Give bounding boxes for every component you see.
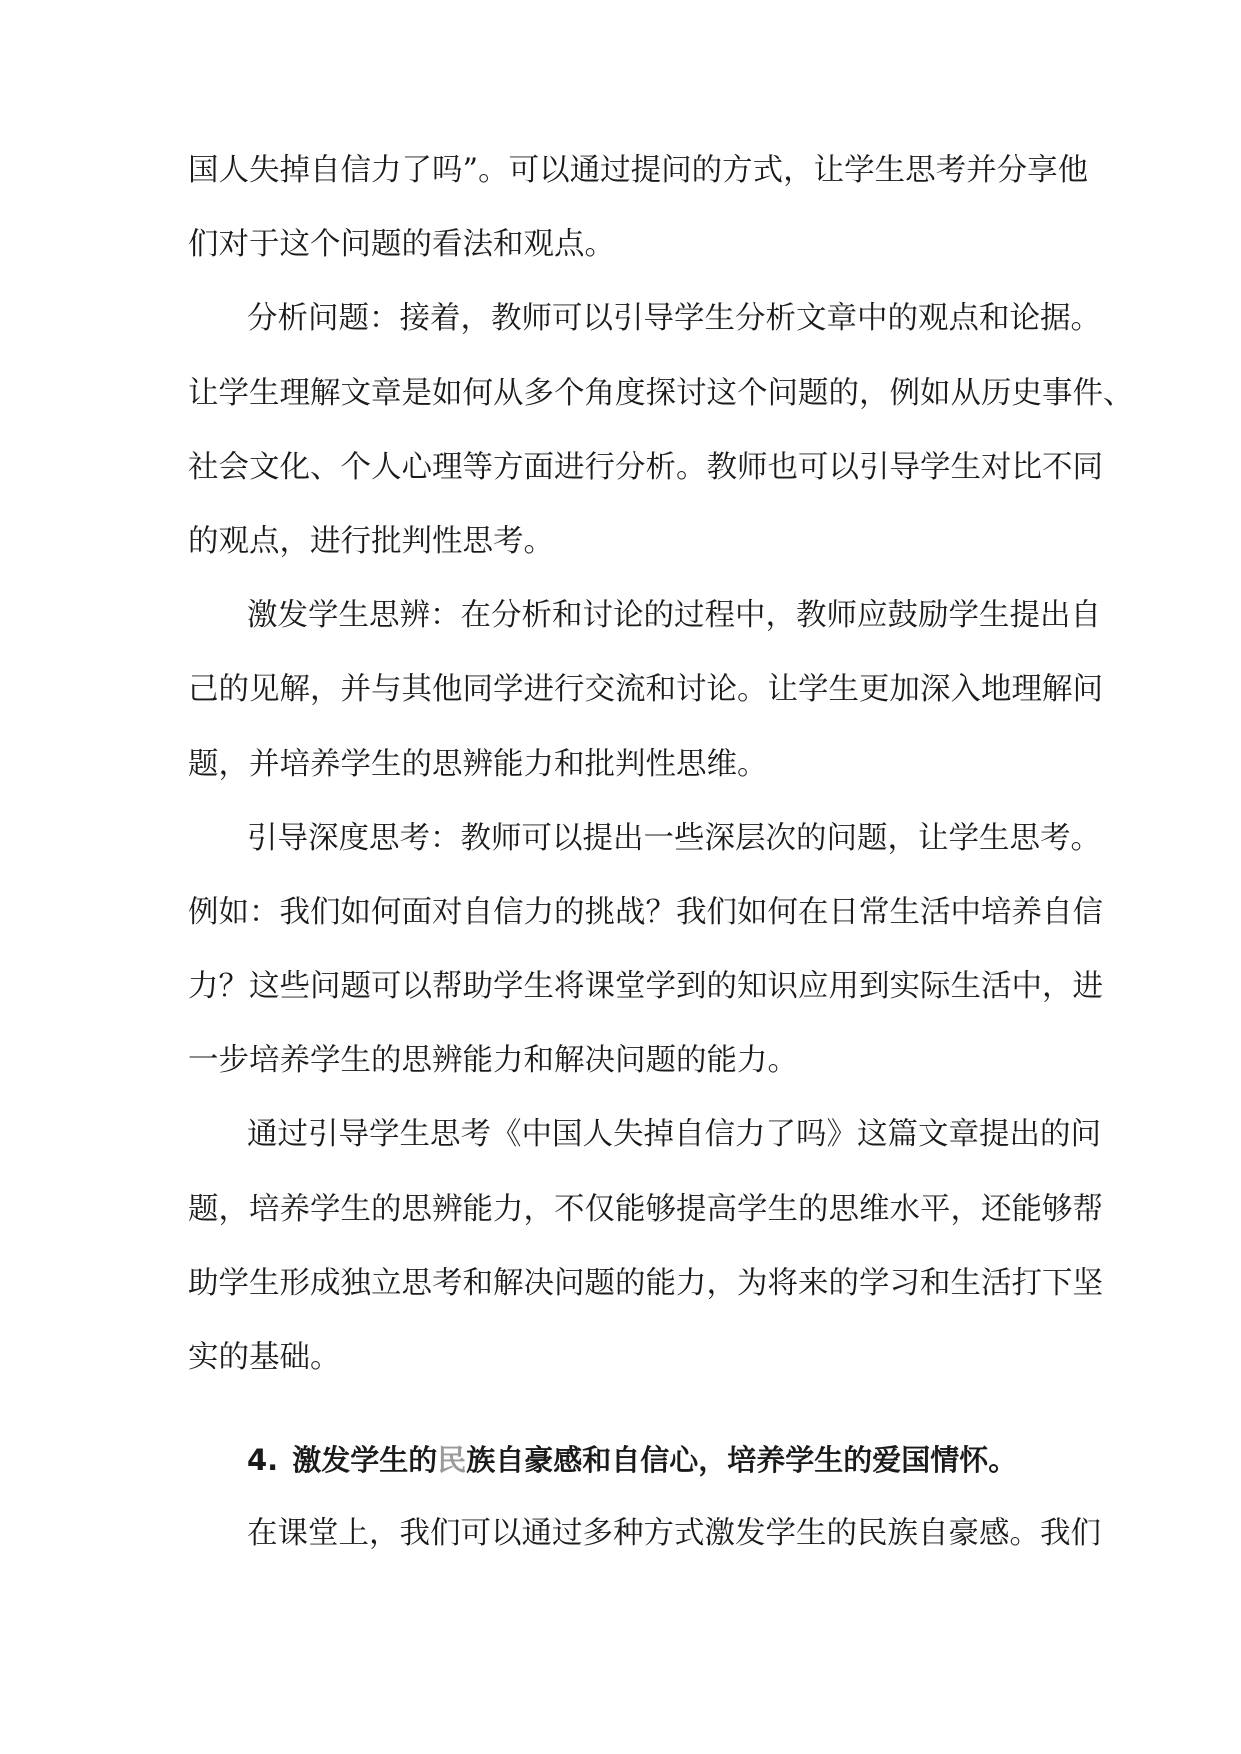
paragraph-line: 助学生形成独立思考和解决问题的能力，为将来的学习和生活打下坚 <box>188 1265 1103 1301</box>
heading-faded-char: 民 <box>437 1443 467 1478</box>
paragraph-line: 题，培养学生的思辨能力，不仅能够提高学生的思维水平，还能够帮 <box>188 1191 1103 1227</box>
section-number: 4. <box>247 1443 279 1478</box>
heading-text-start: 激发学生的 <box>292 1443 438 1478</box>
paragraph-line: 让学生理解文章是如何从多个角度探讨这个问题的，例如从历史事件、 <box>188 375 1134 411</box>
heading-text-end: 族自豪感和自信心，培养学生的爱国情怀。 <box>466 1443 1018 1478</box>
paragraph-line: 国人失掉自信力了吗”。可以通过提问的方式，让学生思考并分享他 <box>188 153 1089 188</box>
paragraph-line: 题，并培养学生的思辨能力和批判性思维。 <box>188 746 768 782</box>
paragraph-line: 引导深度思考：教师可以提出一些深层次的问题，让学生思考。 <box>247 820 1101 856</box>
paragraph-line: 力？这些问题可以帮助学生将课堂学到的知识应用到实际生活中，进 <box>188 969 1103 1005</box>
paragraph-line: 通过引导学生思考《中国人失掉自信力了吗》这篇文章提出的问 <box>247 1117 1101 1153</box>
paragraph-line: 例如：我们如何面对自信力的挑战？我们如何在日常生活中培养自信 <box>188 894 1103 930</box>
paragraph-line: 实的基础。 <box>188 1340 341 1375</box>
section-heading <box>188 1423 1064 1497</box>
paragraph-line: 己的见解，并与其他同学进行交流和讨论。让学生更加深入地理解问 <box>188 672 1103 708</box>
paragraph-line: 激发学生思辨：在分析和讨论的过程中，教师应鼓励学生提出自 <box>247 598 1101 634</box>
paragraph-line: 在课堂上，我们可以通过多种方式激发学生的民族自豪感。我们 <box>247 1516 1101 1552</box>
section-gap <box>188 1395 1064 1423</box>
paragraph-line: 们对于这个问题的看法和观点。 <box>188 227 615 263</box>
body-text <box>188 134 1134 1572</box>
paragraph-line: 社会文化、个人心理等方面进行分析。教师也可以引导学生对比不同 <box>188 449 1103 485</box>
paragraph-line: 分析问题：接着，教师可以引导学生分析文章中的观点和论据。 <box>247 301 1101 337</box>
paragraph-line: 的观点，进行批判性思考。 <box>188 523 554 559</box>
paragraph-line: 一步培养学生的思辨能力和解决问题的能力。 <box>188 1043 798 1079</box>
